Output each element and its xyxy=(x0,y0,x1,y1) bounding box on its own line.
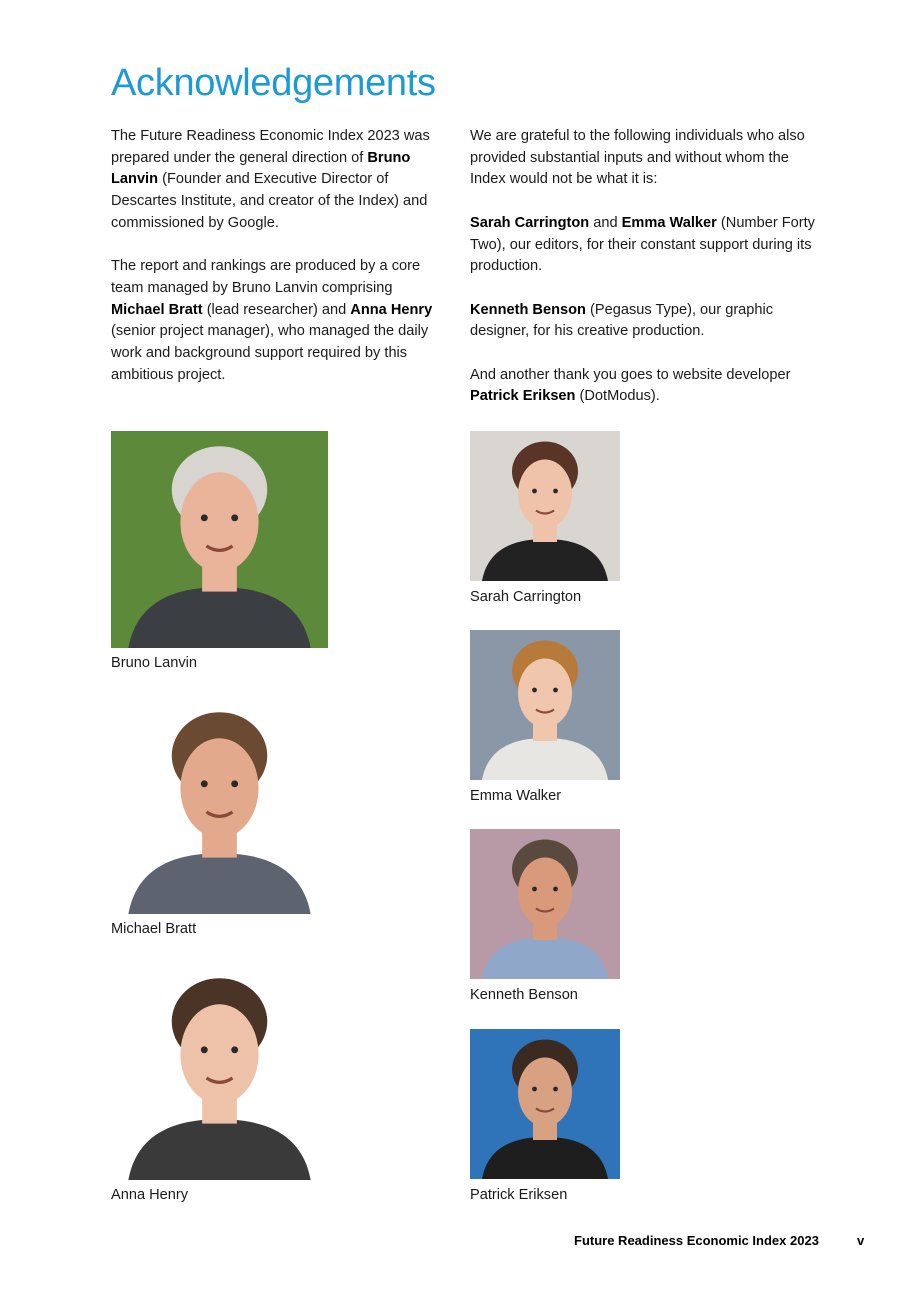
thanks-paragraph-2: Sarah Carrington and Emma Walker (Number Forty Two), our editors, for their constant support during its production. xyxy=(470,214,815,275)
portrait-eye-left xyxy=(201,1046,208,1053)
thanks-paragraph-4: And another thank you goes to website developer Patrick Eriksen (DotModus). xyxy=(470,366,791,405)
page-title: Acknowledgements xyxy=(111,62,436,104)
portrait-face xyxy=(180,738,258,838)
thanks-paragraph-1: We are grateful to the following individuals who also provided substantial inputs and without whom the Index would not be what it is: xyxy=(470,128,805,188)
portrait-eye-left xyxy=(532,1087,537,1092)
intro-paragraph-2: The report and rankings are produced by a core team managed by Bruno Lanvin comprising Michael Bratt (lead researcher) and Anna Henry (senior project manager), who managed the daily work and background support required by this ambitious project. xyxy=(111,258,433,383)
intro-paragraph-1: The Future Readiness Economic Index 2023 was prepared under the general direction of Bruno Lanvin (Founder and Executive Director of Descartes Institute, and creator of the Index) and commissioned by Google. xyxy=(111,128,430,231)
portrait-face xyxy=(518,460,572,529)
caption-anna-henry: Anna Henry xyxy=(111,1187,189,1203)
portrait-patrick-eriksen xyxy=(470,1029,620,1179)
portrait-face xyxy=(518,858,572,927)
caption-michael-bratt: Michael Bratt xyxy=(111,921,197,937)
name-kenneth-benson: Kenneth Benson xyxy=(470,301,586,318)
portrait-face xyxy=(180,472,258,572)
name-michael-bratt: Michael Bratt xyxy=(111,301,203,318)
portrait-eye-right xyxy=(231,780,238,787)
name-emma-walker: Emma Walker xyxy=(621,214,717,231)
portrait-eye-right xyxy=(553,887,558,892)
portrait-face xyxy=(180,1004,258,1104)
portrait-sarah-carrington xyxy=(470,431,620,581)
portrait-eye-right xyxy=(231,1046,238,1053)
caption-bruno-lanvin: Bruno Lanvin xyxy=(111,655,198,671)
footer-page-number: v xyxy=(857,1233,865,1248)
caption-kenneth-benson: Kenneth Benson xyxy=(470,987,578,1003)
portrait-image xyxy=(470,431,620,581)
intro-column-right xyxy=(470,126,815,430)
intro-column-left xyxy=(111,126,446,408)
portrait-face xyxy=(518,659,572,728)
portrait-image xyxy=(111,697,328,914)
portrait-face xyxy=(518,1058,572,1127)
portrait-kenneth-benson xyxy=(470,829,620,979)
portrait-image xyxy=(470,1029,620,1179)
portrait-emma-walker xyxy=(470,630,620,780)
caption-sarah-carrington: Sarah Carrington xyxy=(470,589,582,605)
name-bruno-lanvin: Bruno Lanvin xyxy=(111,149,411,188)
portrait-eye-left xyxy=(532,489,537,494)
thanks-paragraph-3: Kenneth Benson (Pegasus Type), our graphic designer, for his creative production. xyxy=(470,301,774,340)
portrait-image xyxy=(111,963,328,1180)
portrait-eye-left xyxy=(201,780,208,787)
portrait-eye-right xyxy=(231,514,238,521)
portrait-eye-left xyxy=(532,688,537,693)
portrait-eye-left xyxy=(201,514,208,521)
portrait-image xyxy=(111,431,328,648)
portrait-eye-right xyxy=(553,1087,558,1092)
portrait-image xyxy=(470,829,620,979)
name-anna-henry: Anna Henry xyxy=(350,301,433,318)
portrait-bruno-lanvin xyxy=(111,431,328,648)
caption-emma-walker: Emma Walker xyxy=(470,788,562,804)
caption-patrick-eriksen: Patrick Eriksen xyxy=(470,1187,568,1203)
portrait-eye-right xyxy=(553,489,558,494)
portrait-image xyxy=(470,630,620,780)
portrait-eye-right xyxy=(553,688,558,693)
footer-title: Future Readiness Economic Index 2023 xyxy=(574,1233,819,1248)
portrait-anna-henry xyxy=(111,963,328,1180)
name-sarah-carrington: Sarah Carrington xyxy=(470,214,590,231)
portrait-michael-bratt xyxy=(111,697,328,914)
portrait-eye-left xyxy=(532,887,537,892)
name-patrick-eriksen: Patrick Eriksen xyxy=(470,388,576,405)
